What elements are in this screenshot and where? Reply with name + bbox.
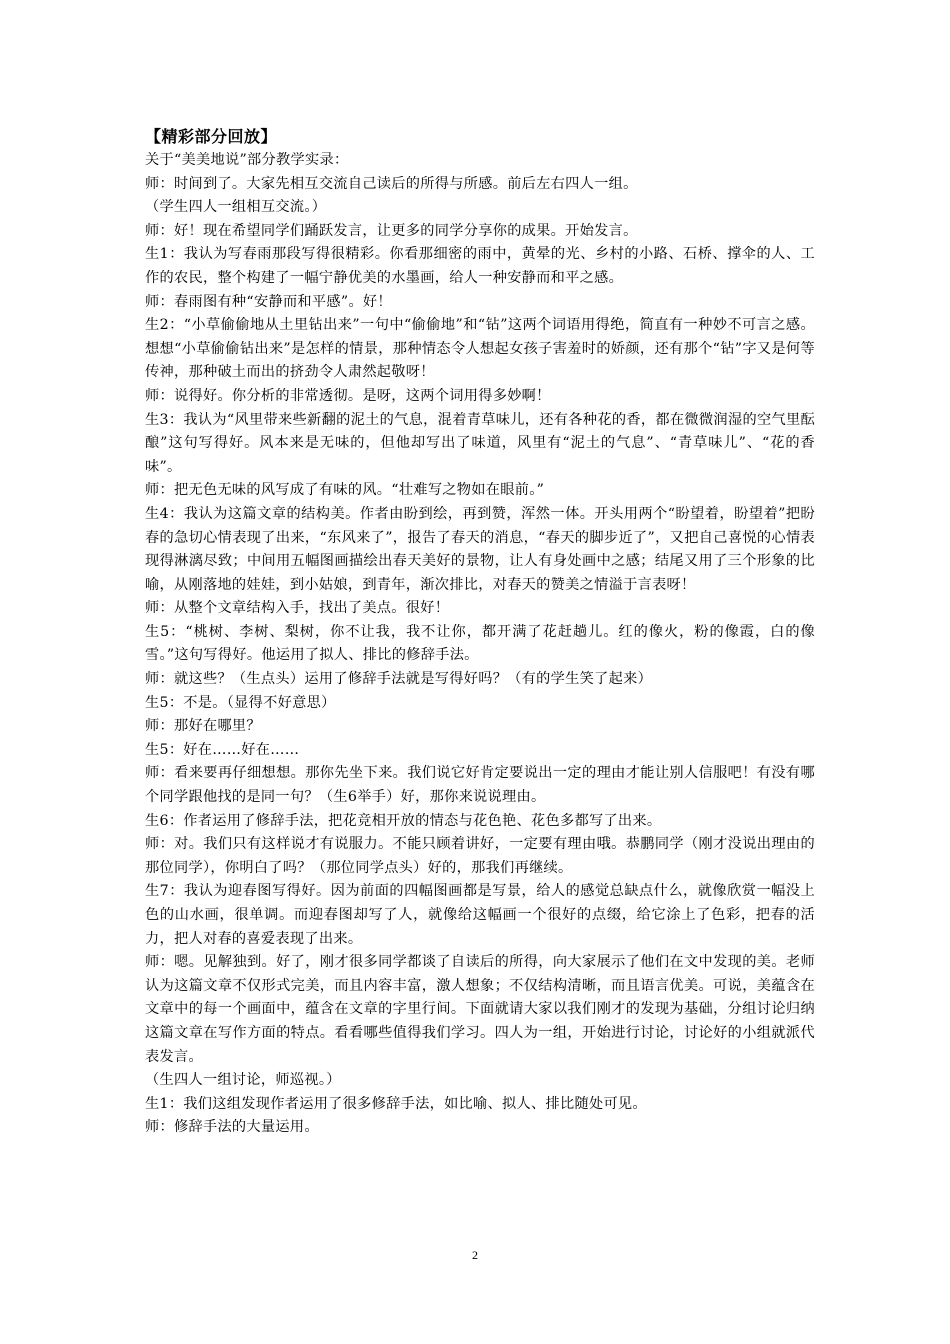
document-body xyxy=(145,124,815,1140)
transcript-paragraph: 生5：“桃树、李树、梨树，你不让我，我不让你，都开满了花赶趟儿。红的像火，粉的像霞，白的像雪。”这句写得好。他运用了拟人、排比的修辞手法。 xyxy=(145,623,815,664)
transcript-paragraph: 生5：好在……好在…… xyxy=(145,741,300,758)
section-heading: 【精彩部分回放】 xyxy=(145,127,278,146)
transcript-paragraph: 生2：“小草偷偷地从土里钻出来”一句中“偷偷地”和“钻”这两个词语用得绝，简直有一种妙不可言之感。想想“小草偷偷钻出来”是怎样的情景，那种情态令人想起女孩子害羞时的娇颜，还有那个“钻”字又是何等传神，那种破土而出的挤劲令人肃然起敬呀！ xyxy=(145,317,815,381)
transcript-paragraph: 生5：不是。（显得不好意思） xyxy=(145,694,336,711)
transcript-paragraph: 师：对。我们只有这样说才有说服力。不能只顾着讲好，一定要有理由哦。恭鹏同学（刚才没说出理由的那位同学），你明白了吗？（那位同学点头）好的，那我们再继续。 xyxy=(145,836,815,876)
transcript xyxy=(145,149,815,1140)
transcript-paragraph: 关于“美美地说”部分教学实录： xyxy=(145,152,349,168)
transcript-paragraph: 师：那好在哪里？ xyxy=(145,718,261,735)
transcript-paragraph: 师：看来要再仔细想想。那你先坐下来。我们说它好肯定要说出一定的理由才能让别人信服吧！有没有哪个同学跟他找的是同一句？（生6举手）好，那你来说说理由。 xyxy=(145,765,815,806)
transcript-paragraph: 师：就这些？（生点头）运用了修辞手法就是写得好吗？（有的学生笑了起来） xyxy=(145,671,653,688)
transcript-paragraph: 师：春雨图有种“安静而和平感”。好！ xyxy=(145,293,392,310)
transcript-paragraph: 生1：我认为写春雨那段写得很精彩。你看那细密的雨中，黄晕的光、乡村的小路、石桥、撑伞的人、工作的农民，整个构建了一幅宁静优美的水墨画，给人一种安静而和平之感。 xyxy=(145,246,815,286)
transcript-paragraph: 生6：作者运用了修辞手法，把花竞相开放的情态与花色艳、花色多都写了出来。 xyxy=(145,812,662,829)
transcript-paragraph: （学生四人一组相互交流。） xyxy=(145,199,327,216)
transcript-paragraph: 师：说得好。你分析的非常透彻。是呀，这两个词用得多妙啊！ xyxy=(145,387,551,404)
transcript-paragraph: （生四人一组讨论，师巡视。） xyxy=(145,1072,341,1089)
transcript-paragraph: 师：从整个文章结构入手，找出了美点。很好！ xyxy=(145,600,450,617)
transcript-paragraph: 生3：我认为“风里带来些新翻的泥土的气息，混着青草味儿，还有各种花的香，都在微微润湿的空气里酝酿”这句写得好。风本来是无味的，但他却写出了味道，风里有“泥土的气息”、“青草味儿”、“花的香味”。 xyxy=(145,411,815,475)
transcript-paragraph: 师：嗯。见解独到。好了，刚才很多同学都谈了自读后的所得，向大家展示了他们在文中发现的美。老师认为这篇文章不仅形式完美，而且内容丰富，激人想象；不仅结构清晰，而且语言优美。可说，美蕴含在文章中的每一个画面中，蕴含在文章的字里行间。下面就请大家以我们刚才的发现为基础，分组讨论归纳这篇文章在写作方面的特点。看看哪些值得我们学习。四人为一组，开始进行讨论，讨论好的小组就派代表发言。 xyxy=(145,954,815,1065)
page-number: 2 xyxy=(472,1248,478,1262)
transcript-paragraph: 生1：我们这组发现作者运用了很多修辞手法，如比喻、拟人、排比随处可见。 xyxy=(145,1095,647,1112)
transcript-paragraph: 师：修辞手法的大量运用。 xyxy=(145,1119,319,1136)
transcript-paragraph: 生4：我认为这篇文章的结构美。作者由盼到绘，再到赞，浑然一体。开头用两个“盼望着，盼望着”把盼春的急切心情表现了出来，“东风来了”，报告了春天的消息，“春天的脚步近了”，又把自己喜悦的心情表现得淋漓尽致；中间用五幅图画描绘出春天美好的景物，让人有身处画中之感；结尾又用了三个形象的比喻，从刚落地的娃娃，到小姑娘，到青年，渐次排比，对春天的赞美之情溢于言表呀！ xyxy=(145,505,815,593)
transcript-paragraph: 师：好！现在希望同学们踊跃发言，让更多的同学分享你的成果。开始发言。 xyxy=(145,222,638,239)
transcript-paragraph: 生7：我认为迎春图写得好。因为前面的四幅图画都是写景，给人的感觉总缺点什么，就像欣赏一幅没上色的山水画，很单调。而迎春图却写了人，就像给这幅画一个很好的点缀，给它涂上了色彩，把春的活力，把人对春的喜爱表现了出来。 xyxy=(145,883,815,947)
transcript-paragraph: 师：时间到了。大家先相互交流自己读后的所得与所感。前后左右四人一组。 xyxy=(145,175,638,192)
transcript-paragraph: 师：把无色无味的风写成了有味的风。“壮难写之物如在眼前。” xyxy=(145,482,545,499)
